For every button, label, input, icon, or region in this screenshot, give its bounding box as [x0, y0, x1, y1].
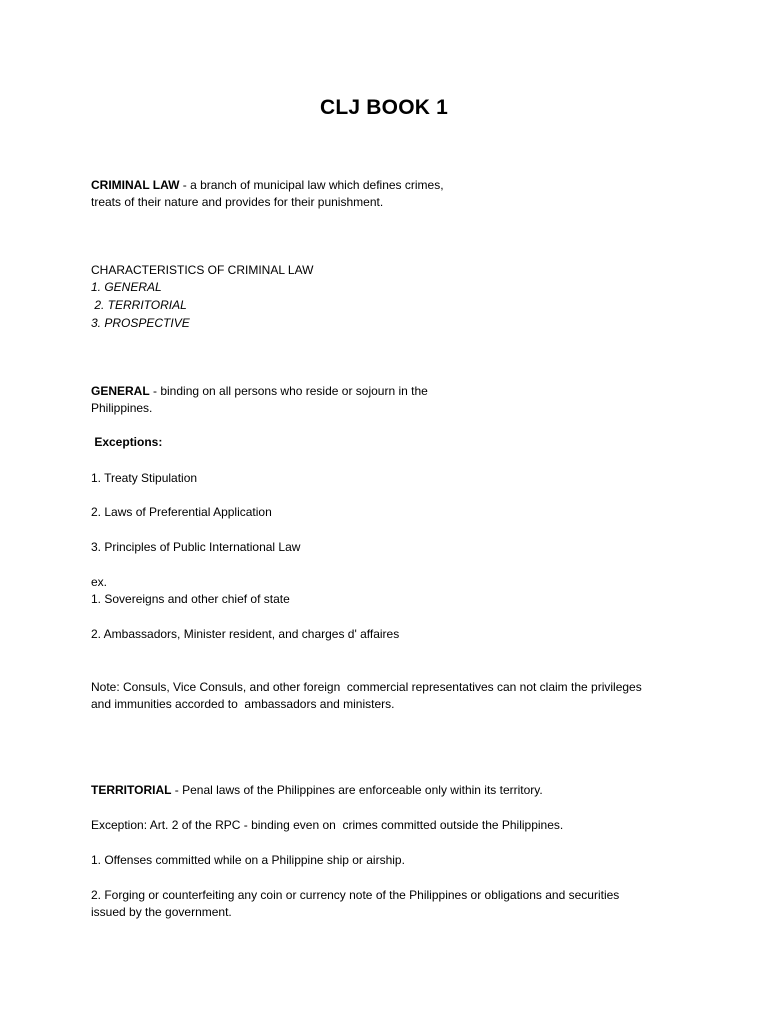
criminal-law-term: CRIMINAL LAW: [91, 178, 180, 192]
territorial-definition-text: - Penal laws of the Philippines are enforceable only within its territory.: [171, 783, 543, 797]
territorial-item-line2: issued by the government.: [91, 905, 232, 919]
characteristic-item: 2. TERRITORIAL: [91, 298, 187, 312]
note-line: and immunities accorded to ambassadors and ministers.: [91, 697, 395, 711]
territorial-definition: [91, 782, 543, 799]
exception-item: 2. Laws of Preferential Application: [91, 505, 272, 519]
characteristic-item: 3. PROSPECTIVE: [91, 316, 190, 330]
territorial-item: 1. Offenses committed while on a Philippine ship or airship.: [91, 853, 405, 867]
criminal-law-definition-text: - a branch of municipal law which defines crimes,: [179, 178, 444, 192]
characteristic-item: 1. GENERAL: [91, 280, 162, 294]
example-item: 2. Ambassadors, Minister resident, and charges d' affaires: [91, 627, 400, 641]
territorial-exception: Exception: Art. 2 of the RPC - binding even on crimes committed outside the Philippines.: [91, 818, 564, 832]
example-label: ex.: [91, 575, 108, 589]
territorial-term: TERRITORIAL: [91, 783, 172, 797]
criminal-law-definition-line2: treats of their nature and provides for their punishment.: [91, 195, 384, 209]
exception-item: 1. Treaty Stipulation: [91, 471, 198, 485]
criminal-law-definition: [91, 177, 444, 194]
general-definition-line2: Philippines.: [91, 401, 153, 415]
general-definition-text: - binding on all persons who reside or sojourn in the: [149, 384, 428, 398]
exceptions-heading: Exceptions:: [91, 435, 163, 449]
exception-item: 3. Principles of Public International Law: [91, 540, 301, 554]
general-definition: [91, 383, 428, 400]
document-title: CLJ BOOK 1: [319, 96, 449, 119]
note-line: Note: Consuls, Vice Consuls, and other foreign commercial representatives can not claim the privileges: [91, 680, 642, 694]
example-item: 1. Sovereigns and other chief of state: [91, 592, 290, 606]
general-term: GENERAL: [91, 384, 150, 398]
territorial-item: 2. Forging or counterfeiting any coin or currency note of the Philippines or obligations and securities: [91, 888, 620, 902]
characteristics-heading: CHARACTERISTICS OF CRIMINAL LAW: [91, 263, 314, 277]
